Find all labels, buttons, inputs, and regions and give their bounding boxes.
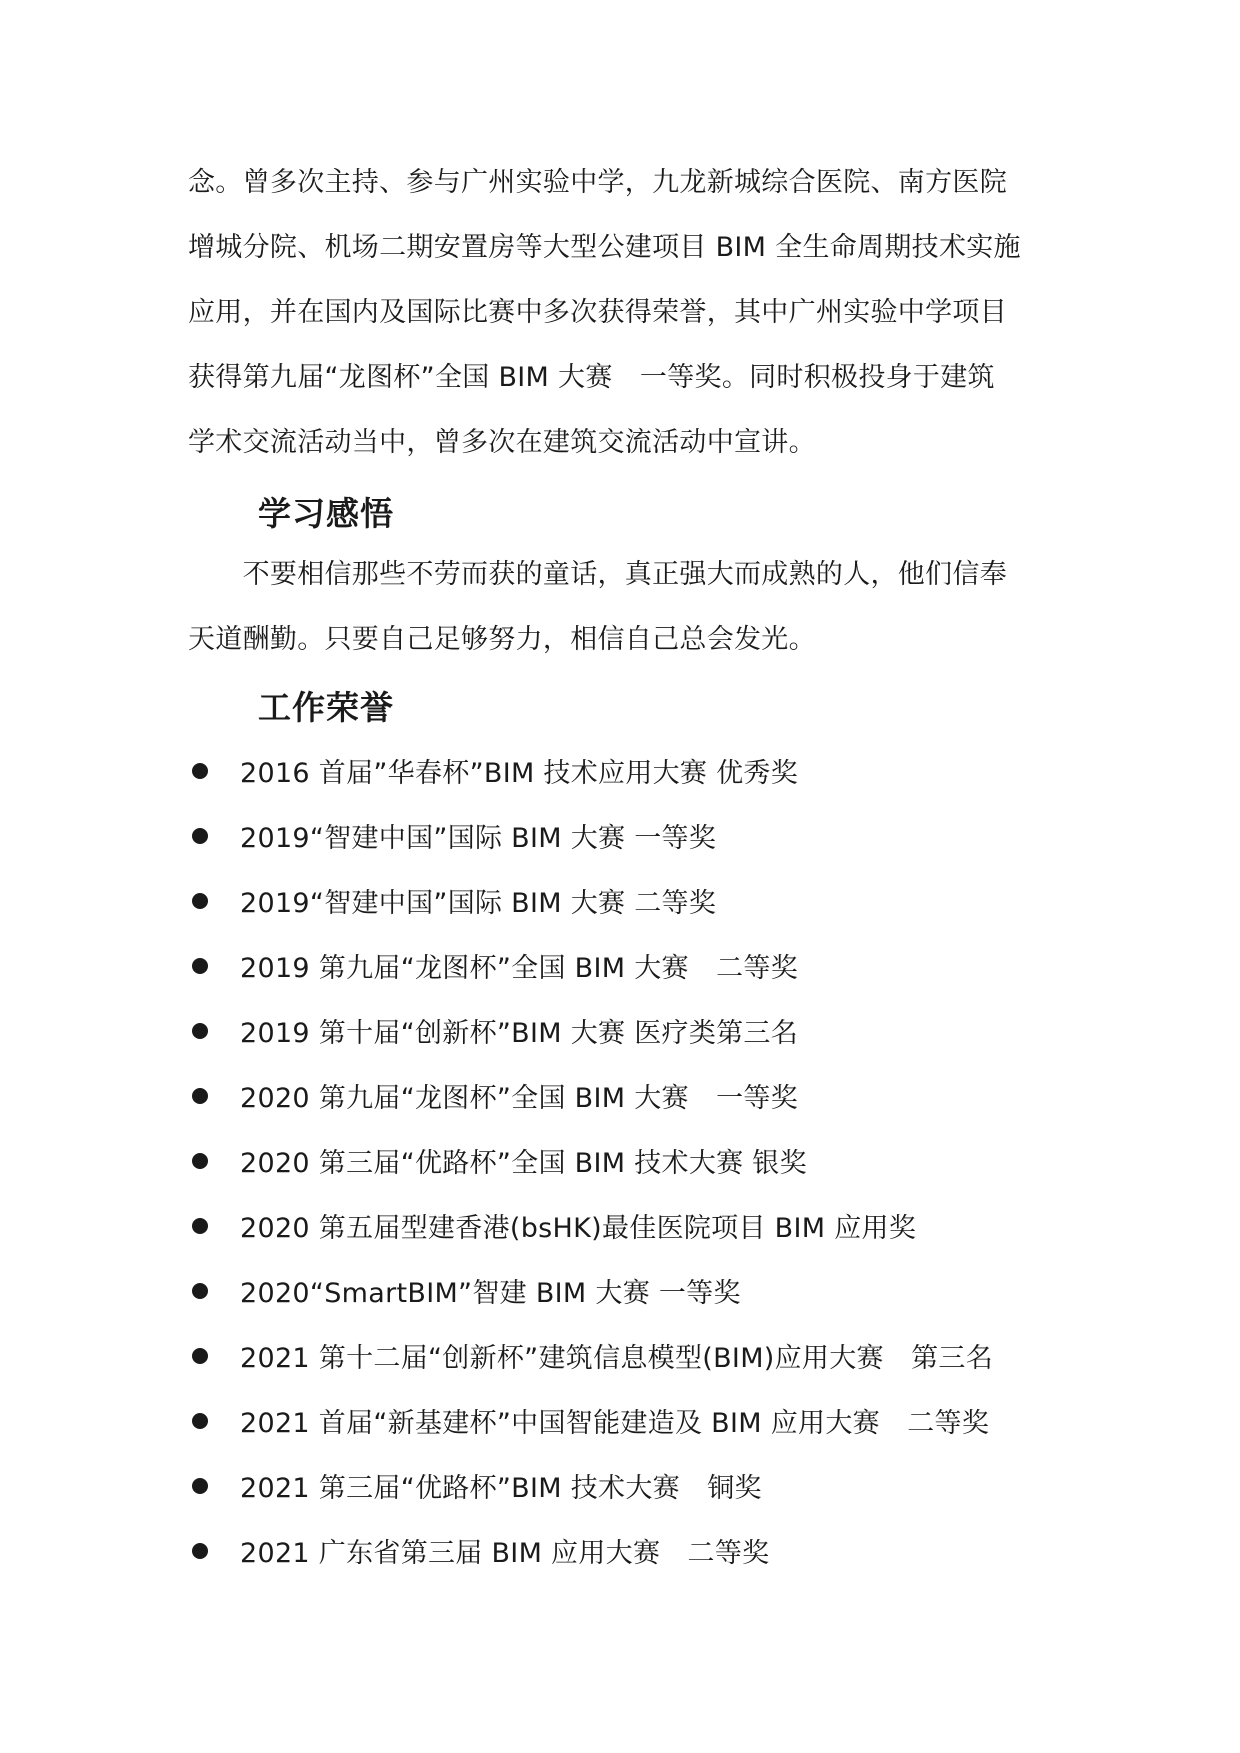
list-item: [188, 803, 1088, 868]
insight-heading: 学习感悟: [258, 494, 394, 533]
honor-text: 2020 第九届“龙图杯”全国 BIM 大赛 一等奖: [240, 1083, 799, 1114]
bullet-icon: [192, 1283, 208, 1299]
intro-line: 应用，并在国内及国际比赛中多次获得荣誉，其中广州实验中学项目: [188, 297, 1007, 328]
list-item: [188, 1323, 1088, 1388]
list-item: [188, 1453, 1088, 1518]
bullet-icon: [192, 1153, 208, 1169]
honor-text: 2021 首届“新基建杯”中国智能建造及 BIM 应用大赛 二等奖: [240, 1408, 990, 1439]
intro-line: 念。曾多次主持、参与广州实验中学，九龙新城综合医院、南方医院: [188, 167, 1007, 198]
list-item: [188, 1128, 1088, 1193]
bullet-icon: [192, 1413, 208, 1429]
list-item: [188, 1388, 1088, 1453]
list-item: [188, 868, 1088, 933]
honor-text: 2021 广东省第三届 BIM 应用大赛 二等奖: [240, 1538, 770, 1569]
intro-line: 增城分院、机场二期安置房等大型公建项目 BIM 全生命周期技术实施: [188, 232, 1021, 263]
list-item: [188, 1063, 1088, 1128]
bullet-icon: [192, 1023, 208, 1039]
list-item: [188, 1518, 1088, 1583]
honor-text: 2019 第九届“龙图杯”全国 BIM 大赛 二等奖: [240, 953, 799, 984]
insight-line: 天道酬勤。只要自己足够努力，相信自己总会发光。: [188, 624, 816, 655]
bullet-icon: [192, 828, 208, 844]
list-item: [188, 1193, 1088, 1258]
insight-line: 不要相信那些不劳而获的童话，真正强大而成熟的人，他们信奉: [188, 559, 1007, 590]
intro-line: 学术交流活动当中，曾多次在建筑交流活动中宣讲。: [188, 427, 816, 458]
bullet-icon: [192, 958, 208, 974]
bullet-icon: [192, 893, 208, 909]
honor-text: 2021 第十二届“创新杯”建筑信息模型(BIM)应用大赛 第三名: [240, 1343, 994, 1374]
honor-text: 2019“智建中国”国际 BIM 大赛 二等奖: [240, 888, 717, 919]
intro-line: 获得第九届“龙图杯”全国 BIM 大赛 一等奖。同时积极投身于建筑: [188, 362, 995, 393]
honor-text: 2019 第十届“创新杯”BIM 大赛 医疗类第三名: [240, 1018, 799, 1049]
honors-list: [188, 738, 1088, 1583]
bullet-icon: [192, 1478, 208, 1494]
bullet-icon: [192, 1543, 208, 1559]
list-item: [188, 933, 1088, 998]
bullet-icon: [192, 1088, 208, 1104]
honor-text: 2021 第三届“优路杯”BIM 技术大赛 铜奖: [240, 1473, 762, 1504]
bullet-icon: [192, 1348, 208, 1364]
list-item: [188, 738, 1088, 803]
intro-paragraph: [188, 150, 1068, 475]
honor-text: 2019“智建中国”国际 BIM 大赛 一等奖: [240, 823, 717, 854]
honor-text: 2020 第五届型建香港(bsHK)最佳医院项目 BIM 应用奖: [240, 1213, 917, 1244]
list-item: [188, 998, 1088, 1063]
honor-text: 2020 第三届“优路杯”全国 BIM 技术大赛 银奖: [240, 1148, 807, 1179]
honor-text: 2020“SmartBIM”智建 BIM 大赛 一等奖: [240, 1278, 741, 1309]
honors-heading: 工作荣誉: [258, 688, 394, 727]
bullet-icon: [192, 1218, 208, 1234]
bullet-icon: [192, 763, 208, 779]
honor-text: 2016 首届”华春杯”BIM 技术应用大赛 优秀奖: [240, 758, 799, 789]
list-item: [188, 1258, 1088, 1323]
insight-paragraph: [188, 542, 1068, 672]
